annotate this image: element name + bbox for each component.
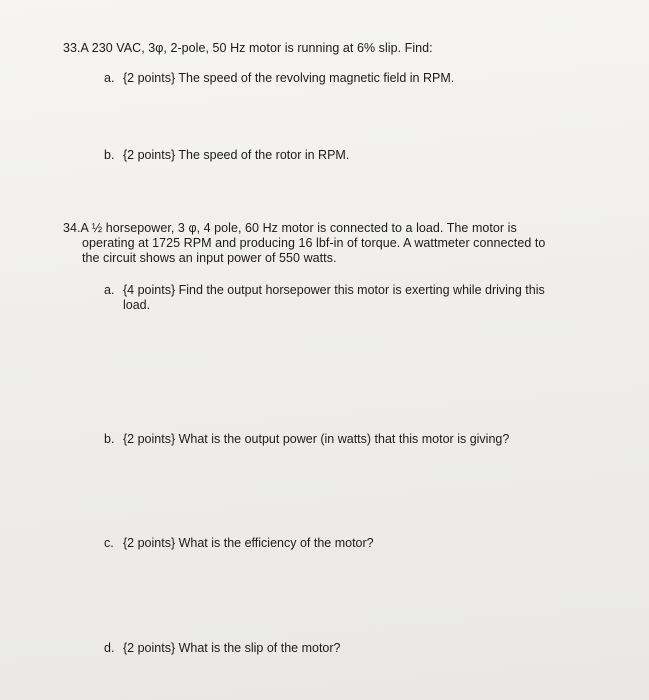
question-34a-letter: a. xyxy=(104,283,115,297)
question-34d-letter: d. xyxy=(104,641,115,655)
question-34d-text: {2 points} What is the slip of the motor? xyxy=(123,641,341,655)
question-34a xyxy=(104,283,545,298)
question-34b xyxy=(104,432,509,447)
question-33a xyxy=(104,71,454,86)
question-34-stem-line2: operating at 1725 RPM and producing 16 lbf-in of torque. A wattmeter connected to xyxy=(82,236,546,250)
question-34-stem-line3: the circuit shows an input power of 550 watts. xyxy=(82,251,337,265)
question-34c-text: {2 points} What is the efficiency of the motor? xyxy=(123,536,374,550)
question-33-stem: 33.A 230 VAC, 3φ, 2-pole, 50 Hz motor is running at 6% slip. Find: xyxy=(63,41,433,55)
question-34b-text: {2 points} What is the output power (in watts) that this motor is giving? xyxy=(123,432,510,446)
question-33b xyxy=(104,148,349,163)
question-33a-text: {2 points} The speed of the revolving magnetic field in RPM. xyxy=(123,71,455,85)
question-34-stem-line1: 34.A ½ horsepower, 3 φ, 4 pole, 60 Hz motor is connected to a load. The motor is xyxy=(63,221,517,235)
question-34b-letter: b. xyxy=(104,432,115,446)
question-33b-text: {2 points} The speed of the rotor in RPM. xyxy=(123,148,350,162)
question-33a-letter: a. xyxy=(104,71,115,85)
question-34a-text-line1: {4 points} Find the output horsepower this motor is exerting while driving this xyxy=(123,283,545,297)
question-34d xyxy=(104,641,340,656)
question-34c xyxy=(104,536,374,551)
question-33b-letter: b. xyxy=(104,148,115,162)
question-34c-letter: c. xyxy=(104,536,114,550)
question-34a-text-line2: load. xyxy=(123,298,151,312)
